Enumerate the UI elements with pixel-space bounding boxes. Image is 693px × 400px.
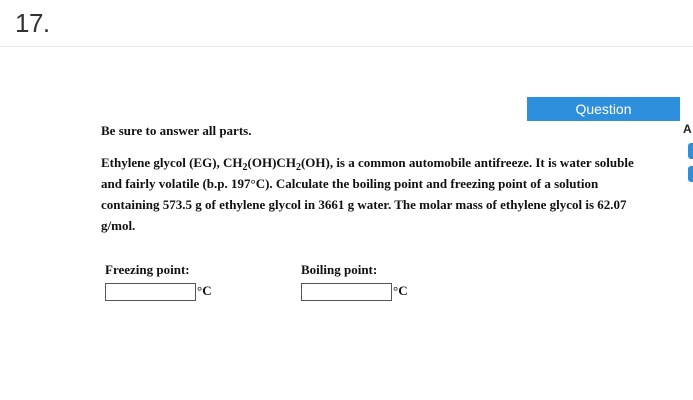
side-panel-letter: A — [683, 122, 692, 136]
problem-statement — [101, 152, 646, 236]
instruction-text: Be sure to answer all parts. — [101, 123, 252, 138]
freezing-point-label: Freezing point: — [105, 262, 190, 277]
side-panel-tab-1[interactable] — [688, 143, 693, 159]
problem-text-start: Ethylene glycol (EG), CH — [101, 155, 243, 170]
question-tab-button[interactable]: Question — [527, 97, 680, 121]
problem-text-end: (OH), is a common automobile antifreeze. It is water soluble and fairly volatile (b.p. 197°C). Calculate the boiling point and freezing point of a solution containing 573.5 g of ethylene glycol in 3661 g water. The molar mass of ethylene glycol is 62.07 g/mol. — [101, 155, 634, 233]
boiling-point-label: Boiling point: — [301, 262, 378, 277]
freezing-point-input[interactable] — [105, 283, 196, 301]
boiling-point-unit: °C — [393, 283, 408, 298]
freezing-point-unit: °C — [197, 283, 212, 298]
header-divider — [0, 46, 693, 47]
problem-text-mid: (OH)CH — [247, 155, 296, 170]
question-number: 17. — [15, 8, 50, 38]
boiling-point-input[interactable] — [301, 283, 392, 301]
subscript-2-second: 2 — [295, 162, 301, 173]
subscript-2-first: 2 — [242, 162, 248, 173]
side-panel-tab-2[interactable] — [688, 166, 693, 182]
